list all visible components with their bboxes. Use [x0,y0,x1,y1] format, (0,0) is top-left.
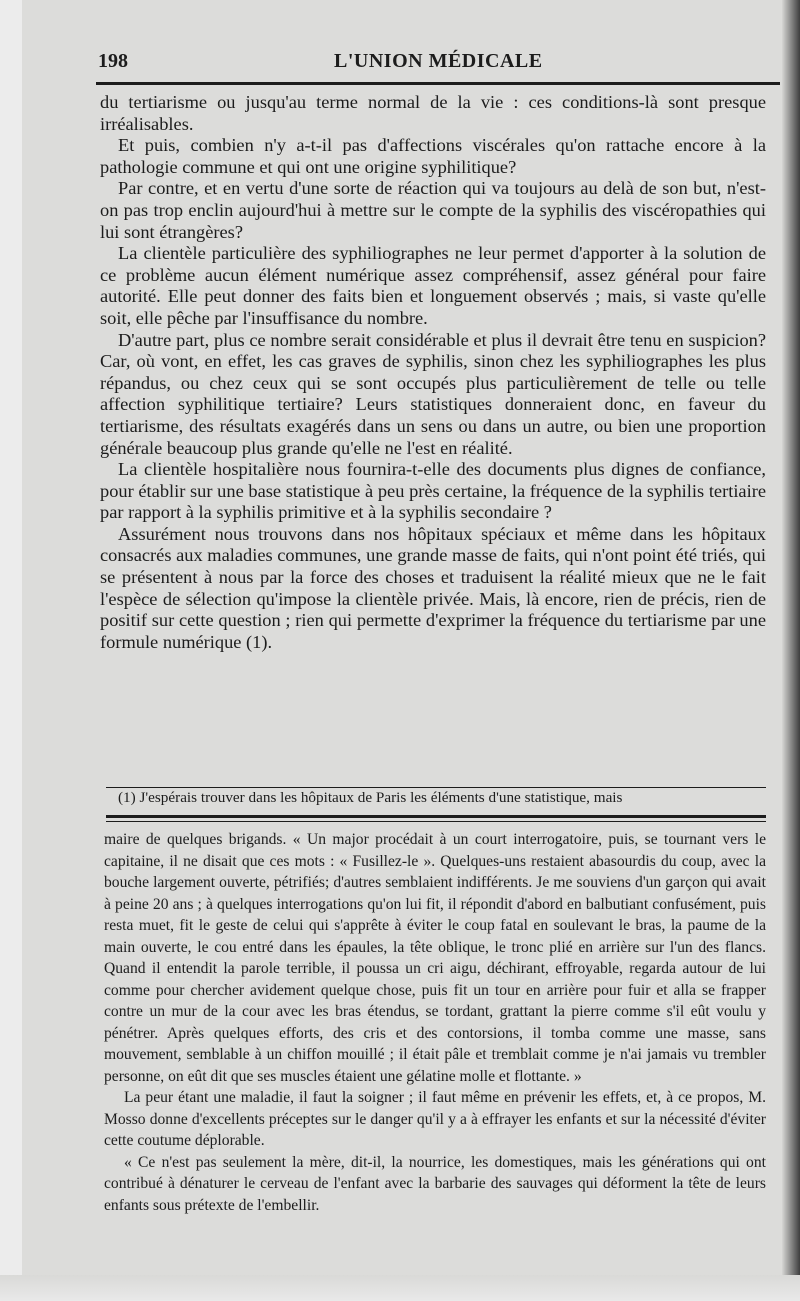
page-number: 198 [98,50,128,72]
paragraph: D'autre part, plus ce nombre serait considérable et plus il devrait être tenu en suspicion? Car, où vont, en effet, les cas graves de syphilis, sinon chez les syphiliographes les plus répandus, ou chez ceux qui se sont occupés plus particulièrement de telle ou telle affection syphilitique tertiaire? Leurs statistiques donneraient donc, en faveur du tertiarisme, des résultats exagérés dans un sens ou dans un autre, ou bien une proportion générale beaucoup plus grande qu'elle ne l'est en réalité. [100,329,766,458]
paragraph: Par contre, et en vertu d'une sorte de réaction qui va toujours au delà de son but, n'est-on pas trop enclin aujourd'hui à mettre sur le compte de la syphilis des viscéropathies qui lui sont étrangères? [100,178,766,242]
paragraph: du tertiarisme ou jusqu'au terme normal de la vie : ces conditions-là sont presque irréalisables. [100,92,766,134]
paragraph: La peur étant une maladie, il faut la soigner ; il faut même en prévenir les effets, et, à ce propos, M. Mosso donne d'excellents préceptes sur le danger qu'il y a à effrayer les enfants et sur la nécessité d'éviter cette coutume déplorable. [104,1089,766,1149]
running-title: L'UNION MÉDICALE [334,50,543,72]
paragraph: La clientèle particulière des syphiliographes ne leur permet d'apporter à la solution de ce problème aucun élément numérique assez compréhensif, assez général pour faire autorité. Elle peut donner des faits bien et longuement observés ; mais, si vaste qu'elle soit, elle pêche par l'insuffisance du nombre. [100,243,766,328]
lower-text [104,829,766,1216]
page-edge-bottom [0,1275,800,1301]
paragraph: Et puis, combien n'y a-t-il pas d'affections viscérales qu'on rattache encore à la pathologie commune et qui ont une origine syphilitique? [100,135,766,177]
page-edge-right [782,0,800,1301]
paragraph: « Ce n'est pas seulement la mère, dit-il, la nourrice, les domestiques, mais les générations qui ont contribué à dénaturer le cerveau de l'enfant avec la barbarie des sauvages qui déforment la tête de leurs enfants sous prétexte de l'embellir. [104,1153,766,1214]
paragraph: maire de quelques brigands. « Un major procédait à un court interrogatoire, puis, se tournant vers le capitaine, il ne disait que ces mots : « Fusillez-le ». Quelques-uns restaient abasourdis du coup, avec la bouche largement ouverte, pétrifiés; d'autres semblaient indifférents. Je me souviens d'un garçon qui avait à peine 20 ans ; à quelques interrogations qu'on lui fit, il répondit d'abord en balbutiant confusément, puis resta muet, fit le geste de celui qui s'apprête à éviter le coup fatal en soulevant le bras, la paume de la main ouverte, le cou entré dans les épaules, la tête oblique, le tronc plié en arrière sur l'un des flancs. Quand il entendit la parole terrible, il poussa un cri aigu, déchirant, effroyable, regarda autour de lui comme pour chercher avidement quelque chose, puis fit un tour en arrière pour fuir et alla se frapper contre un mur de la cour avec les bras étendus, se tordant, grattant la pierre comme s'il eût voulu y pénétrer. Après quelques efforts, des cris et des contorsions, il tomba comme une masse, sans mouvement, semblable à un chiffon mouillé ; il était pâle et tremblait comme je n'ai jamais vu trembler personne, on eût dit que ses muscles étaient une gélatine molle et flottante. » [104,831,766,1085]
main-text [100,92,766,653]
footnote-rule [106,787,766,788]
section-rule [106,815,766,818]
section-rule-thin [106,821,766,822]
header-rule [96,82,780,85]
page-edge-left [0,0,22,1301]
footnote: (1) J'espérais trouver dans les hôpitaux de Paris les éléments d'une statistique, mais [118,789,623,806]
paragraph: Assurément nous trouvons dans nos hôpitaux spéciaux et même dans les hôpitaux consacrés aux maladies communes, une grande masse de faits, qui n'ont point été triés, qui se présentent à nous par la force des choses et traduisent la réalité mieux que ne le fait l'espèce de sélection qu'impose la clientèle privée. Mais, là encore, rien de précis, rien de positif sur cette question ; rien qui permette d'exprimer la fréquence du tertiarisme par une formule numérique (1). [100,523,766,652]
paragraph: La clientèle hospitalière nous fournira-t-elle des documents plus dignes de confiance, pour établir sur une base statistique à peu près certaine, la fréquence de la syphilis tertiaire par rapport à la syphilis primitive et à la syphilis secondaire ? [100,459,766,523]
page-header [96,48,766,76]
